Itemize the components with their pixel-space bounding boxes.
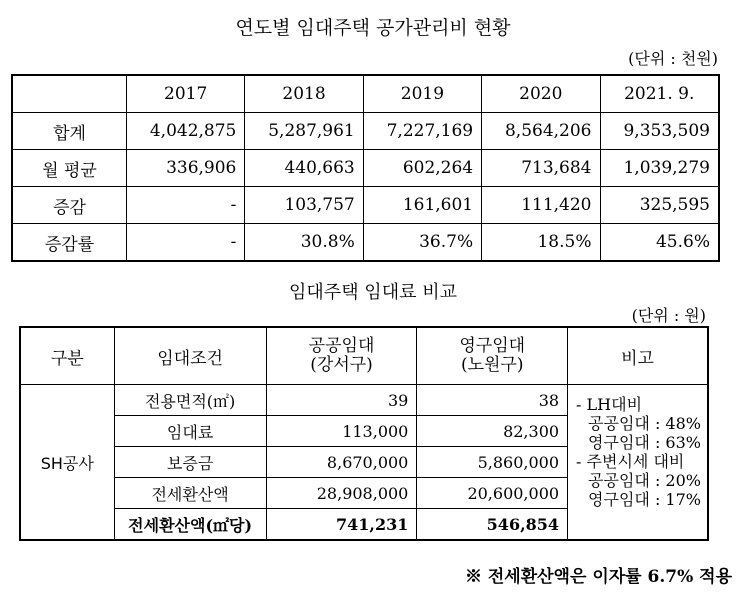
notes-cell <box>568 385 708 541</box>
rent-comparison-table <box>19 326 709 541</box>
unit-label-1: (단위 : 천원) <box>628 49 718 68</box>
table-row <box>12 150 719 187</box>
note-line: 영구임대 : 17% <box>588 490 701 509</box>
vacancy-cost-table <box>11 74 720 262</box>
note-line: 공공임대 : 48% <box>588 414 701 433</box>
table-cell: 713,684 <box>482 150 600 187</box>
header-line: (노원구) <box>460 355 524 375</box>
note-line: 영구임대 : 63% <box>588 433 701 452</box>
table-cell: - <box>127 187 245 224</box>
table-row <box>12 113 719 150</box>
table-cell: 5,287,961 <box>245 113 363 150</box>
table-cell: 28,908,000 <box>266 478 417 509</box>
header-cell: 2017 <box>127 75 245 113</box>
table-cell: 5,860,000 <box>417 447 568 478</box>
header-line: 영구임대 <box>459 336 526 356</box>
table-cell: 8,670,000 <box>266 447 417 478</box>
condition-cell: 보증금 <box>114 447 266 478</box>
title-rent-comparison: 임대주택 임대료 비교 <box>289 282 457 303</box>
table-row <box>12 224 719 262</box>
table-cell: 7,227,169 <box>363 113 481 150</box>
title-vacancy-cost: 연도별 임대주택 공가관리비 현황 <box>235 17 511 39</box>
row-label: 증감률 <box>12 224 127 262</box>
header-line: (강서구) <box>310 355 373 375</box>
unit-label-2: (단위 : 원) <box>631 306 706 325</box>
table-row <box>12 187 719 224</box>
condition-cell: 전용면적(㎡) <box>114 385 266 416</box>
table-cell: 45.6% <box>600 224 719 262</box>
header-cell: 비고 <box>568 327 708 385</box>
table-cell: 36.7% <box>363 224 481 262</box>
table-cell: 20,600,000 <box>417 478 568 509</box>
table-cell: 103,757 <box>245 187 363 224</box>
note-line: - 주변시세 대비 <box>576 452 685 471</box>
table-header-row <box>20 327 708 385</box>
condition-cell: 임대료 <box>114 416 266 447</box>
header-cell <box>417 327 568 385</box>
table-cell: 325,595 <box>600 187 719 224</box>
header-cell: 2020 <box>482 75 600 113</box>
table-cell: 336,906 <box>127 150 245 187</box>
note-line: 공공임대 : 20% <box>588 471 701 490</box>
row-label: 증감 <box>12 187 127 224</box>
table-cell: 113,000 <box>266 416 417 447</box>
table-cell: 161,601 <box>363 187 481 224</box>
header-cell: 구분 <box>20 327 114 385</box>
condition-cell: 전세환산액(㎡당) <box>114 509 266 541</box>
header-cell: 2021. 9. <box>600 75 719 113</box>
table-cell: 602,264 <box>363 150 481 187</box>
table-cell: 82,300 <box>417 416 568 447</box>
row-label: 합계 <box>12 113 127 150</box>
table-cell: 18.5% <box>482 224 600 262</box>
table-cell: - <box>127 224 245 262</box>
table-cell: 8,564,206 <box>482 113 600 150</box>
footnote: ※ 전세환산액은 이자률 6.7% 적용 <box>464 567 732 587</box>
table-cell: 4,042,875 <box>127 113 245 150</box>
header-cell <box>12 75 127 113</box>
header-cell: 2018 <box>245 75 363 113</box>
row-label: 월 평균 <box>12 150 127 187</box>
table-cell: 440,663 <box>245 150 363 187</box>
table-cell: 741,231 <box>266 509 417 541</box>
header-cell: 2019 <box>363 75 481 113</box>
header-cell: 임대조건 <box>114 327 266 385</box>
condition-cell: 전세환산액 <box>114 478 266 509</box>
table-cell: 38 <box>417 385 568 416</box>
table-cell: 9,353,509 <box>600 113 719 150</box>
table-cell: 1,039,279 <box>600 150 719 187</box>
table-cell: 111,420 <box>482 187 600 224</box>
header-line: 공공임대 <box>308 336 375 356</box>
table-header-row <box>12 75 719 113</box>
table-cell: 30.8% <box>245 224 363 262</box>
table-cell: 546,854 <box>417 509 568 541</box>
org-cell: SH공사 <box>20 385 114 541</box>
note-line: - LH대비 <box>576 395 643 414</box>
table-row <box>20 385 708 416</box>
header-cell <box>266 327 417 385</box>
table-cell: 39 <box>266 385 417 416</box>
